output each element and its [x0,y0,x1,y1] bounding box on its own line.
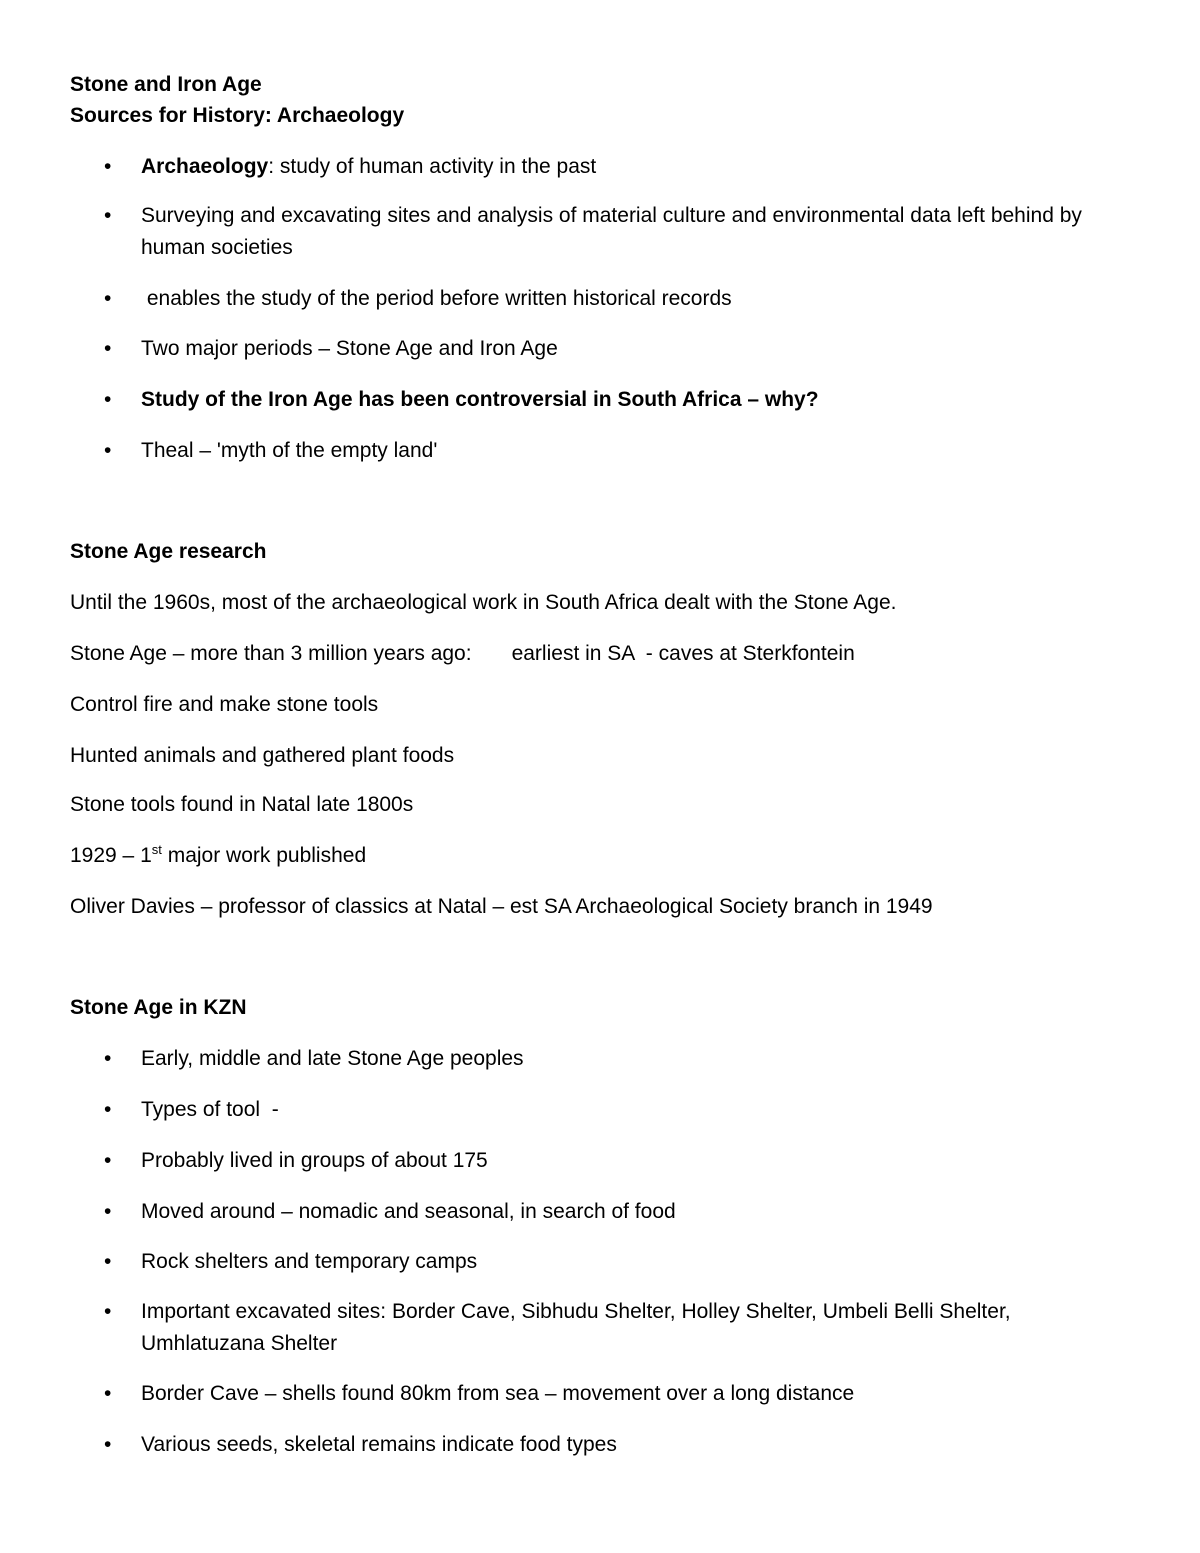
paragraph: Stone tools found in Natal late 1800s [70,793,414,816]
list-item: enables the study of the period before written historical records [141,287,732,310]
paragraph-part: major work published [161,844,367,867]
list-item: Important excavated sites: Border Cave, Sibhudu Shelter, Holley Shelter, Umbeli Belli Shelter, Umhlatuzana Shelter [141,1300,1011,1355]
list-item: Moved around – nomadic and seasonal, in search of food [141,1200,676,1223]
paragraph-part: earliest in SA - caves at Sterkfontein [511,642,855,665]
bullet-marker: • [104,155,112,178]
paragraph-part: 1929 – 1 [70,844,152,867]
bullet-marker: • [104,1200,112,1223]
bullet-marker: • [104,337,112,360]
paragraph: Oliver Davies – professor of classics at Natal – est SA Archaeological Society branch in 1949 [70,895,933,918]
bullet-marker: • [104,1300,112,1323]
bullet-marker: • [104,1382,112,1405]
document-subtitle: Sources for History: Archaeology [70,104,405,127]
paragraph: Control fire and make stone tools [70,693,379,716]
list-item: Surveying and excavating sites and analysis of material culture and environmental data left behind by human societies [141,204,1082,259]
list-item: Types of tool - [141,1098,279,1121]
list-item: Study of the Iron Age has been controversial in South Africa – why? [141,388,819,411]
list-item: Border Cave – shells found 80km from sea – movement over a long distance [141,1382,855,1405]
bullet-marker: • [104,439,112,462]
list-item: Rock shelters and temporary camps [141,1250,478,1273]
bullet-marker: • [104,1098,112,1121]
list-item: Two major periods – Stone Age and Iron Age [141,337,558,360]
list-item: Probably lived in groups of about 175 [141,1149,488,1172]
list-item: Theal – 'myth of the empty land' [141,439,438,462]
paragraph [70,840,366,872]
document-title: Stone and Iron Age [70,73,262,96]
term-archaeology: Archaeology [141,155,269,178]
definition-text: : study of human activity in the past [268,155,597,178]
bullet-marker: • [104,1149,112,1172]
section-heading-research: Stone Age research [70,540,267,563]
paragraph-part: Stone Age – more than 3 million years ago: [70,642,472,665]
paragraph: Hunted animals and gathered plant foods [70,744,455,767]
list-item: Various seeds, skeletal remains indicate food types [141,1433,617,1456]
superscript: st [151,842,162,857]
bullet-marker: • [104,1433,112,1456]
bullet-marker: • [104,287,112,310]
list-item [141,151,1131,183]
paragraph [70,638,855,670]
section-heading-kzn: Stone Age in KZN [70,996,247,1019]
bullet-marker: • [104,388,112,411]
bullet-marker: • [104,204,112,227]
bullet-marker: • [104,1047,112,1070]
paragraph: Until the 1960s, most of the archaeological work in South Africa dealt with the Stone Age. [70,591,897,614]
list-item: Early, middle and late Stone Age peoples [141,1047,524,1070]
bullet-marker: • [104,1250,112,1273]
